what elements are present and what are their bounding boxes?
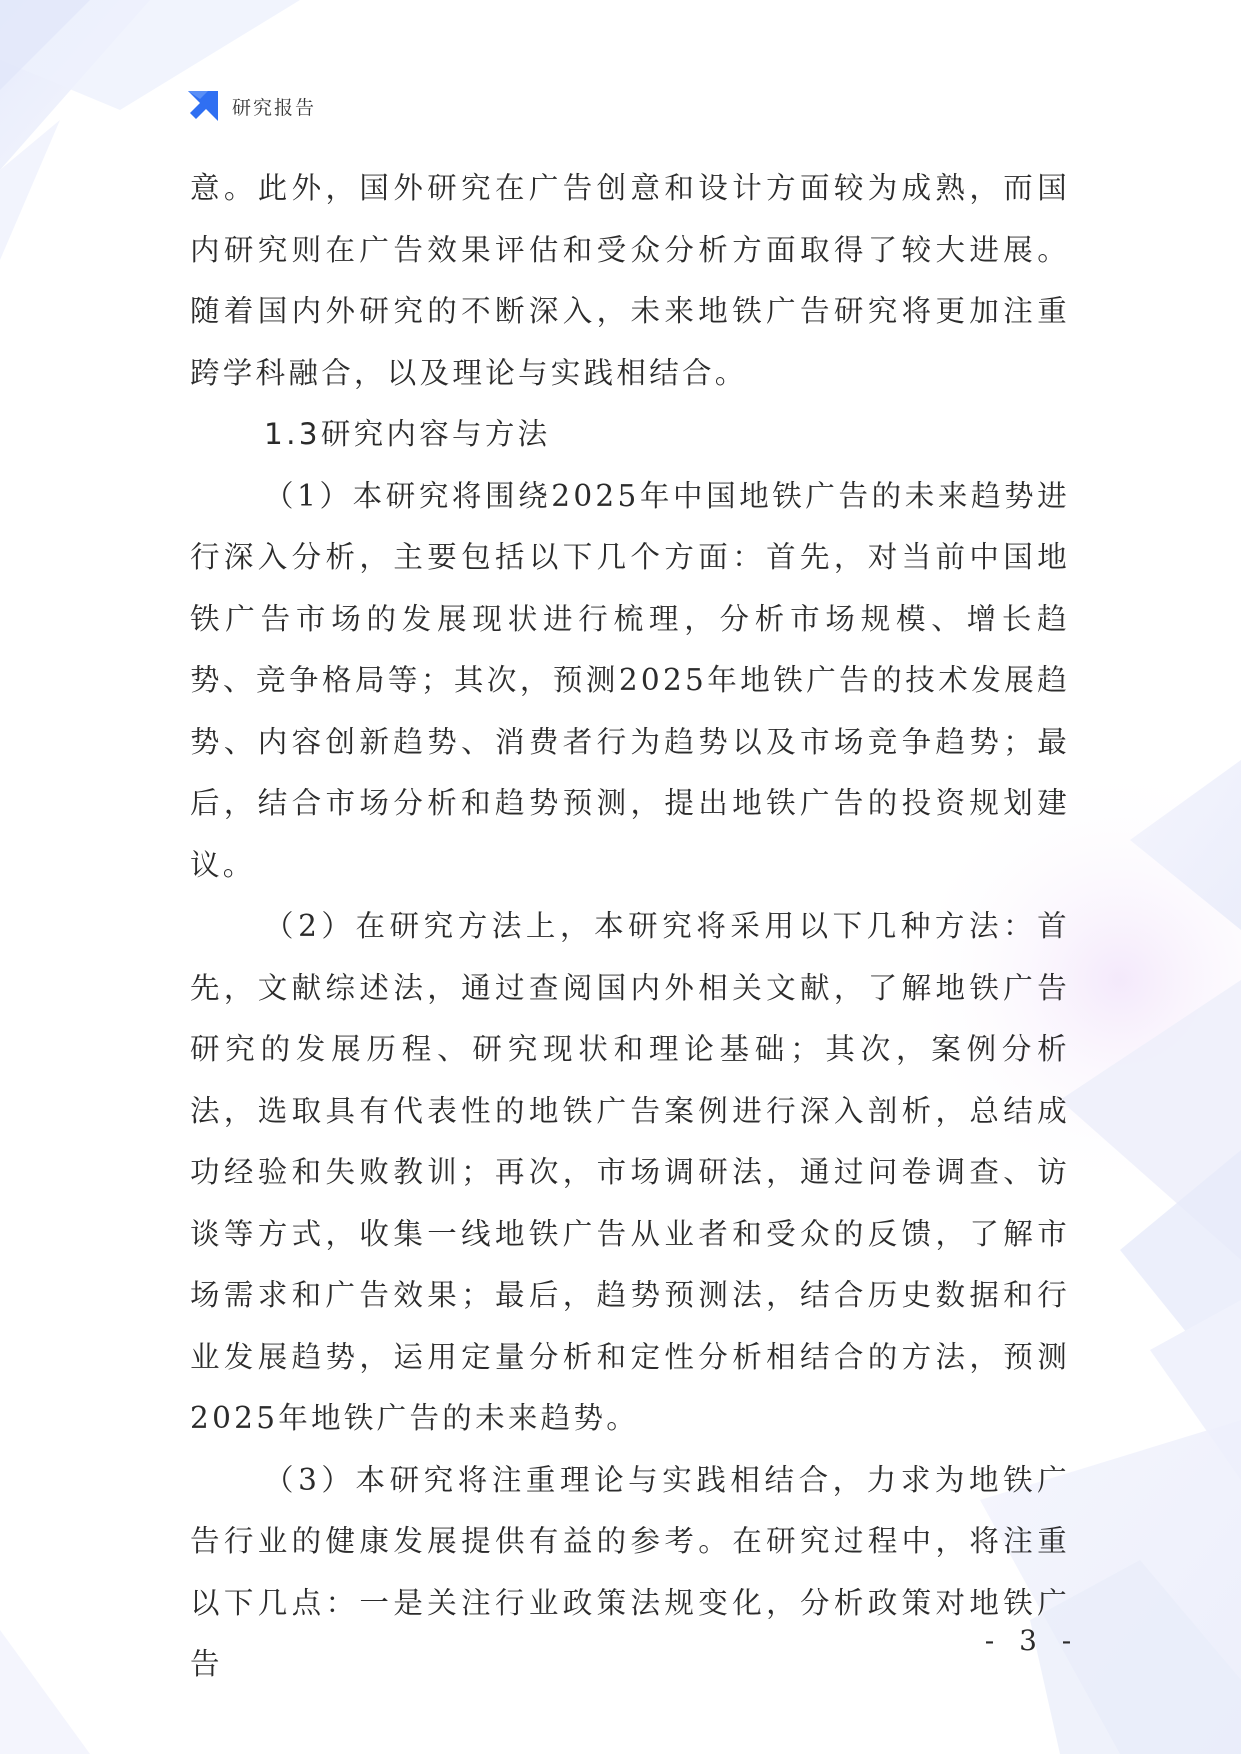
- diagonal-arrow-logo-icon: [186, 89, 220, 123]
- page-number: - 3 -: [984, 1624, 1080, 1657]
- paragraph-1: （1）本研究将围绕2025年中国地铁广告的未来趋势进行深入分析，主要包括以下几个方面：首先，对当前中国地铁广告市场的发展现状进行梳理，分析市场规模、增长趋势、竞争格局等；其次，预测2025年地铁广告的技术发展趋势、内容创新趋势、消费者行为趋势以及市场竞争趋势；最后，结合市场分析和趋势预测，提出地铁广告的投资规划建议。: [190, 478, 1070, 882]
- document-body: [190, 158, 1070, 1696]
- report-header: [186, 88, 316, 124]
- header-title: 研究报告: [232, 96, 317, 119]
- section-heading: 1.3研究内容与方法: [264, 417, 551, 451]
- paragraph-intro: 意。此外，国外研究在广告创意和设计方面较为成熟，而国内研究则在广告效果评估和受众分析方面取得了较大进展。随着国内外研究的不断深入，未来地铁广告研究将更加注重跨学科融合，以及理论与实践相结合。: [190, 171, 1070, 390]
- paragraph-2: （2）在研究方法上，本研究将采用以下几种方法：首先，文献综述法，通过查阅国内外相关文献，了解地铁广告研究的发展历程、研究现状和理论基础；其次，案例分析法，选取具有代表性的地铁广告案例进行深入剖析，总结成功经验和失败教训；再次，市场调研法，通过问卷调查、访谈等方式，收集一线地铁广告从业者和受众的反馈，了解市场需求和广告效果；最后，趋势预测法，结合历史数据和行业发展趋势，运用定量分析和定性分析相结合的方法，预测2025年地铁广告的未来趋势。: [190, 909, 1070, 1435]
- paragraph-3: （3）本研究将注重理论与实践相结合，力求为地铁广告行业的健康发展提供有益的参考。在研究过程中，将注重以下几点：一是关注行业政策法规变化，分析政策对地铁广告: [190, 1462, 1070, 1681]
